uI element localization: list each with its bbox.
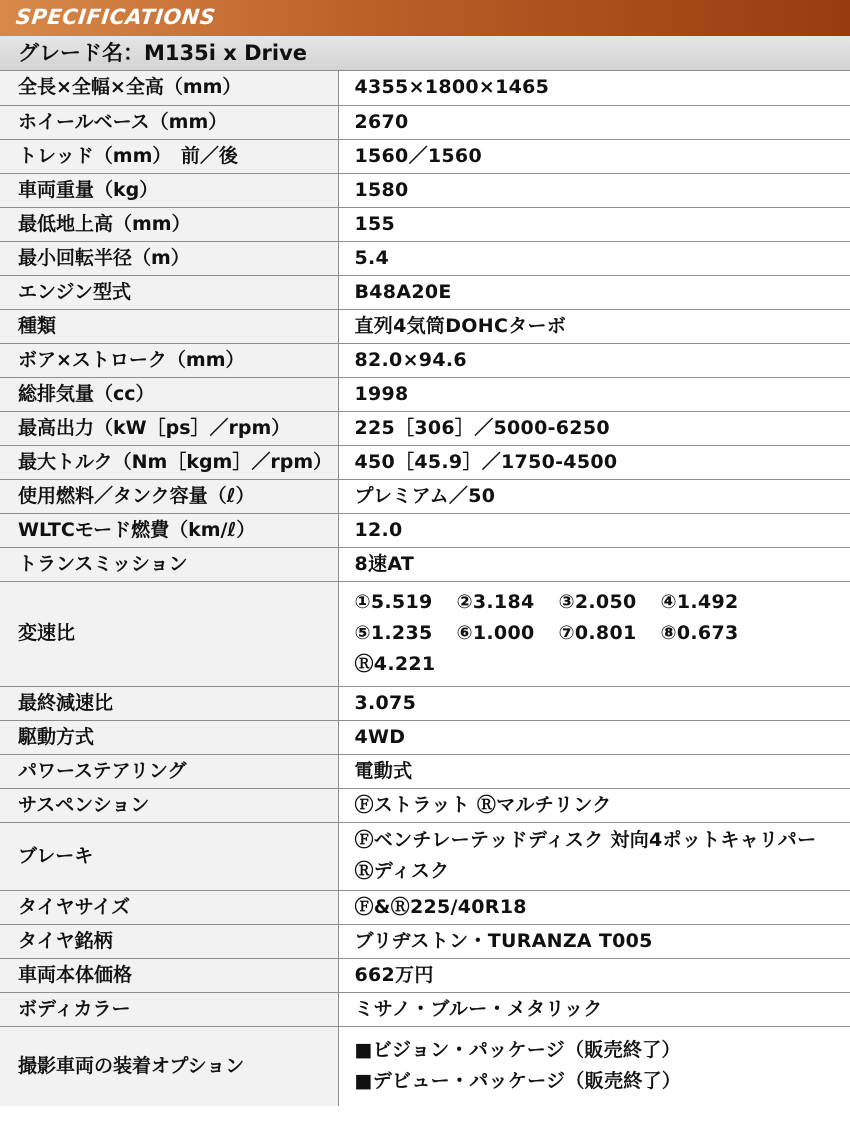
spec-label: 総排気量（cc）: [0, 377, 338, 411]
spec-value: 1580: [338, 173, 850, 207]
spec-value: ミサノ・ブルー・メタリック: [338, 992, 850, 1026]
spec-row-wltc: [0, 513, 850, 547]
spec-value: 電動式: [338, 754, 850, 788]
spec-row-power-steering: [0, 754, 850, 788]
spec-row-brake: [0, 822, 850, 890]
spec-row-fuel-tank: [0, 479, 850, 513]
spec-value-gears: [338, 581, 850, 686]
gear-line: [355, 618, 850, 649]
spec-value: 1560／1560: [338, 139, 850, 173]
spec-row-body-color: [0, 992, 850, 1026]
spec-row-tire-size: [0, 890, 850, 924]
spec-value: 155: [338, 207, 850, 241]
spec-row-weight: [0, 173, 850, 207]
gear-ratio-6: ⑥1.000: [456, 622, 535, 644]
spec-label: 最低地上高（mm）: [0, 207, 338, 241]
spec-label: 撮影車両の装着オプション: [0, 1026, 338, 1106]
spec-row-turning-radius: [0, 241, 850, 275]
spec-row-transmission: [0, 547, 850, 581]
grade-name: グレード名：M135i x Drive: [0, 36, 850, 71]
spec-row-options: [0, 1026, 850, 1106]
spec-value: 1998: [338, 377, 850, 411]
brake-front: Ⓕベンチレーテッドディスク 対向4ポットキャリパー: [354, 829, 817, 851]
spec-label: ボア×ストローク（mm）: [0, 343, 338, 377]
header-title: SPECIFICATIONS: [14, 5, 217, 29]
spec-value: 225［306］／5000-6250: [338, 411, 850, 445]
spec-value: Ⓕストラット Ⓡマルチリンク: [338, 788, 850, 822]
spec-row-displacement: [0, 377, 850, 411]
spec-label: 車両重量（kg）: [0, 173, 338, 207]
spec-value: 2670: [338, 105, 850, 139]
gear-line: [355, 587, 850, 618]
spec-row-ground-clearance: [0, 207, 850, 241]
brake-rear: Ⓡディスク: [354, 860, 450, 882]
spec-label: タイヤ銘柄: [0, 924, 338, 958]
spec-row-wheelbase: [0, 105, 850, 139]
spec-row-drive-system: [0, 720, 850, 754]
spec-value: 82.0×94.6: [338, 343, 850, 377]
spec-row-suspension: [0, 788, 850, 822]
gear-ratio-7: ⑦0.801: [558, 622, 637, 644]
spec-label: 最小回転半径（m）: [0, 241, 338, 275]
spec-label: ホイールベース（mm）: [0, 105, 338, 139]
spec-label: 最高出力（kW［ps］／rpm）: [0, 411, 338, 445]
spec-label: 車両本体価格: [0, 958, 338, 992]
spec-label: 最終減速比: [0, 686, 338, 720]
specifications-header: [0, 0, 850, 36]
spec-label: サスペンション: [0, 788, 338, 822]
gear-ratio-1: ①5.519: [354, 591, 433, 613]
spec-label: 全長×全幅×全高（mm）: [0, 71, 338, 105]
spec-label: トランスミッション: [0, 547, 338, 581]
gear-line: [355, 649, 850, 680]
spec-row-final-drive: [0, 686, 850, 720]
spec-value-options: [338, 1026, 850, 1106]
spec-label: WLTCモード燃費（km/ℓ）: [0, 513, 338, 547]
spec-row-engine-model: [0, 275, 850, 309]
gear-ratio-5: ⑤1.235: [354, 622, 433, 644]
spec-value: 3.075: [338, 686, 850, 720]
spec-value: 4355×1800×1465: [338, 71, 850, 105]
spec-label: タイヤサイズ: [0, 890, 338, 924]
gear-ratio-4: ④1.492: [660, 591, 739, 613]
gear-ratio-2: ②3.184: [456, 591, 535, 613]
spec-value: 662万円: [338, 958, 850, 992]
spec-value: 4WD: [338, 720, 850, 754]
spec-label: 変速比: [0, 581, 338, 686]
spec-value: プレミアム／50: [338, 479, 850, 513]
spec-row-max-torque: [0, 445, 850, 479]
spec-label: パワーステアリング: [0, 754, 338, 788]
spec-label: 種類: [0, 309, 338, 343]
spec-value: B48A20E: [338, 275, 850, 309]
spec-row-bore-stroke: [0, 343, 850, 377]
spec-value: 8速AT: [338, 547, 850, 581]
spec-label: ボディカラー: [0, 992, 338, 1026]
spec-label: 使用燃料／タンク容量（ℓ）: [0, 479, 338, 513]
spec-value: 直列4気筒DOHCターボ: [338, 309, 850, 343]
spec-row-tire-brand: [0, 924, 850, 958]
spec-label: エンジン型式: [0, 275, 338, 309]
spec-table: [0, 71, 850, 1106]
spec-row-price: [0, 958, 850, 992]
gear-ratio-reverse: Ⓡ4.221: [354, 653, 436, 675]
spec-label: 最大トルク（Nm［kgm］／rpm）: [0, 445, 338, 479]
spec-value: ブリヂストン・TURANZA T005: [338, 924, 850, 958]
spec-value: Ⓕ&Ⓡ225/40R18: [338, 890, 850, 924]
spec-row-dimensions: [0, 71, 850, 105]
spec-row-engine-type: [0, 309, 850, 343]
option-item: ■デビュー・パッケージ（販売終了）: [354, 1070, 682, 1093]
spec-label: トレッド（mm） 前／後: [0, 139, 338, 173]
spec-value-brake: [338, 822, 850, 890]
spec-value: 12.0: [338, 513, 850, 547]
spec-value: 450［45.9］／1750-4500: [338, 445, 850, 479]
spec-label: ブレーキ: [0, 822, 338, 890]
spec-label: 駆動方式: [0, 720, 338, 754]
spec-row-gear-ratio: [0, 581, 850, 686]
gear-ratio-3: ③2.050: [558, 591, 637, 613]
spec-row-max-power: [0, 411, 850, 445]
spec-value: 5.4: [338, 241, 850, 275]
gear-ratio-8: ⑧0.673: [660, 622, 739, 644]
spec-row-tread: [0, 139, 850, 173]
option-item: ■ビジョン・パッケージ（販売終了）: [354, 1039, 681, 1062]
